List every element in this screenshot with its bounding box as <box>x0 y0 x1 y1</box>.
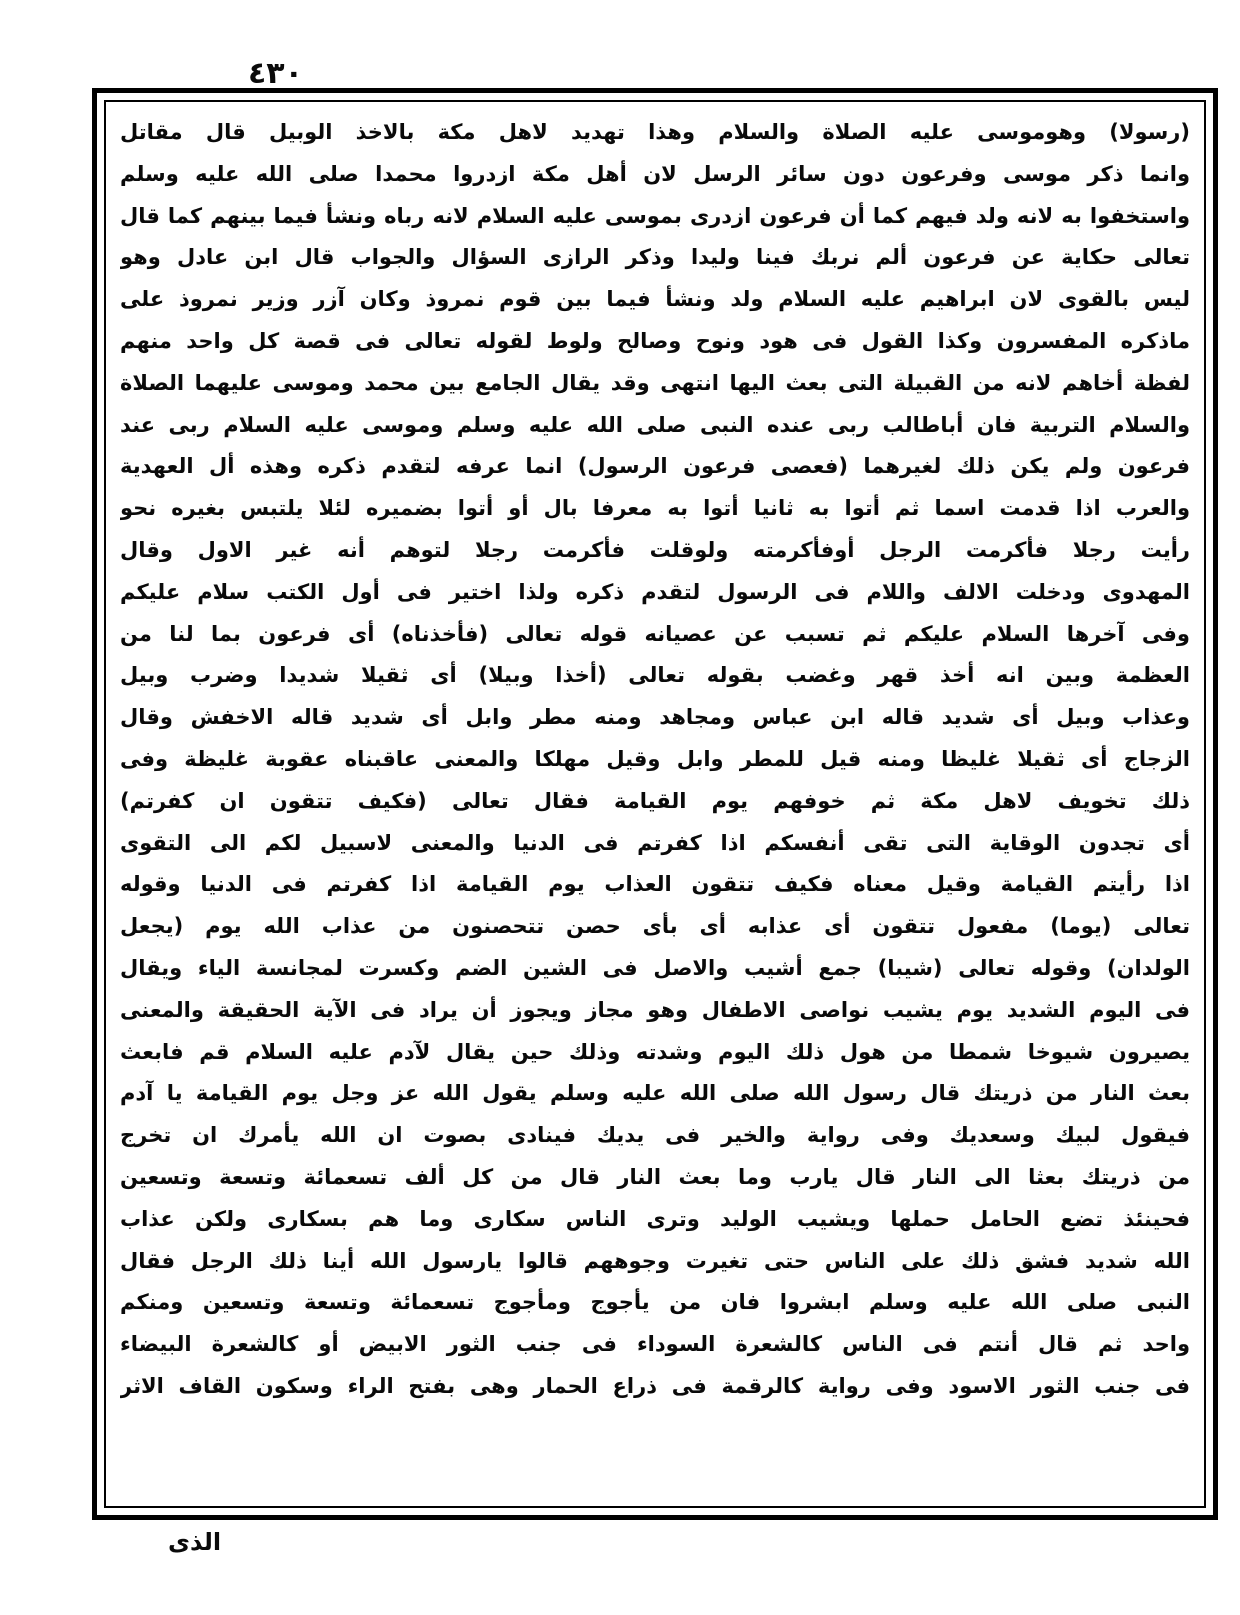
text-line: أى تجدون الوقاية التى تقى أنفسكم اذا كفرتم فى الدنيا والمعنى لاسبيل لكم الى التقوى <box>120 830 1190 855</box>
text-line: فحينئذ تضع الحامل حملها ويشيب الوليد وترى الناس سكارى وما هم بسكارى ولكن عذاب <box>120 1206 1190 1231</box>
text-line: تعالى حكاية عن فرعون ألم نربك فينا وليدا وذكر الرازى السؤال والجواب قال ابن عادل وهو <box>120 245 1190 270</box>
text-line: اذا رأيتم القيامة وقيل معناه فكيف تتقون العذاب يوم القيامة اذا كفرتم فى الدنيا وقوله <box>120 872 1190 897</box>
text-line: الزجاج أى ثقيلا غليظا ومنه قيل للمطر وابل وقيل مهلكا والمعنى عاقبناه عقوبة غليظة وفى <box>120 746 1190 771</box>
text-line: تعالى (يوما) مفعول تتقون أى عذابه أى بأى حصن تتحصنون من عذاب الله يوم (يجعل <box>120 914 1190 939</box>
text-line: الله شديد فشق ذلك على الناس حتى تغيرت وجوههم قالوا يارسول الله أينا ذلك الرجل فقال <box>120 1248 1190 1273</box>
text-line: المهدوى ودخلت الالف واللام فى الرسول لتقدم ذكره ولذا اختير فى أول الكتب سلام عليكم <box>120 579 1190 604</box>
text-line: فيقول لبيك وسعديك وفى رواية والخير فى يديك فينادى بصوت ان الله يأمرك ان تخرج <box>120 1123 1190 1148</box>
text-line: (رسولا) وهوموسى عليه الصلاة والسلام وهذا تهديد لاهل مكة بالاخذ الوبيل قال مقاتل <box>120 120 1190 144</box>
text-line: فى جنب الثور الاسود وفى رواية كالرقمة فى ذراع الحمار وهى بفتح الراء وسكون القاف الاثر <box>120 1373 1190 1398</box>
text-line: رأيت رجلا فأكرمت الرجل أوفأكرمته ولوقلت فأكرمت رجلا لتوهم أنه غير الاول وقال <box>120 537 1190 562</box>
text-line: واستخفوا به لانه ولد فيهم كما أن فرعون ازدرى بموسى عليه السلام لانه رباه ونشأ فيما بينهم كما قال <box>120 203 1190 228</box>
page-number: ٤٣٠ <box>248 56 303 91</box>
text-line: فى اليوم الشديد يوم يشيب نواصى الاطفال وهو مجاز ويجوز أن يراد فى الآية الحقيقة والمعنى <box>120 997 1190 1022</box>
text-line: واحد ثم قال أنتم فى الناس كالشعرة السوداء فى جنب الثور الابيض أو كالشعرة البيضاء <box>120 1332 1190 1357</box>
text-line: وعذاب وبيل أى شديد قاله ابن عباس ومجاهد ومنه مطر وابل أى شديد قاله الاخفش وقال <box>120 705 1190 730</box>
text-line: فرعون ولم يكن ذلك لغيرهما (فعصى فرعون الرسول) انما عرفه لتقدم ذكره وهذه أل العهدية <box>120 454 1190 479</box>
text-line: يصيرون شيوخا شمطا من هول ذلك اليوم وشدته وذلك حين يقال لآدم عليه السلام قم فابعث <box>120 1039 1190 1064</box>
text-line: ماذكره المفسرون وكذا القول فى هود ونوح وصالح ولوط لقوله تعالى فى قصة كل واحد منهم <box>120 328 1190 353</box>
text-line: ذلك تخويف لاهل مكة ثم خوفهم يوم القيامة فقال تعالى (فكيف تتقون ان كفرتم) <box>120 788 1190 813</box>
text-line: لفظة أخاهم لانه من القبيلة التى بعث اليها انتهى وقد يقال الجامع بين محمد وموسى عليهما الصلاة <box>120 370 1190 395</box>
text-line: والعرب اذا قدمت اسما ثم أتوا به ثانيا أتوا به معرفا بال أو أتوا بضميره لئلا يلتبس بغيره نحو <box>120 496 1190 521</box>
catchword: الذى <box>168 1528 222 1556</box>
text-line: ليس بالقوى لان ابراهيم عليه السلام ولد ونشأ فيما بين قوم نمروذ وكان آزر وزير نمروذ على <box>120 287 1190 312</box>
text-line: العظمة وبين انه أخذ قهر وغضب بقوله تعالى (أخذا وبيلا) أى ثقيلا شديدا وضرب وبيل <box>120 663 1190 688</box>
text-line: من ذريتك بعثا الى النار قال يارب وما بعث النار قال من كل ألف تسعمائة وتسعة وتسعين <box>120 1164 1190 1189</box>
text-line: الولدان) وقوله تعالى (شيبا) جمع أشيب والاصل فى الشين الضم وكسرت لمجانسة الياء ويقال <box>120 955 1190 980</box>
text-line: والسلام التربية فان أباطالب ربى عنده النبى صلى الله عليه وسلم وموسى عليه السلام ربى عند <box>120 412 1190 437</box>
text-line: بعث النار من ذريتك قال رسول الله صلى الله عليه وسلم يقول الله عز وجل يوم القيامة يا آدم <box>120 1081 1190 1106</box>
text-line: وفى آخرها السلام عليكم ثم تسبب عن عصيانه قوله تعالى (فأخذناه) أى فرعون بما لنا من <box>120 621 1190 646</box>
text-line: وانما ذكر موسى وفرعون دون سائر الرسل لان أهل مكة ازدروا محمدا صلى الله عليه وسلم <box>120 161 1190 186</box>
text-line: النبى صلى الله عليه وسلم ابشروا فان من يأجوج ومأجوج تسعمائة وتسعة وتسعين ومنكم <box>120 1290 1190 1315</box>
text-body <box>120 112 1190 1502</box>
